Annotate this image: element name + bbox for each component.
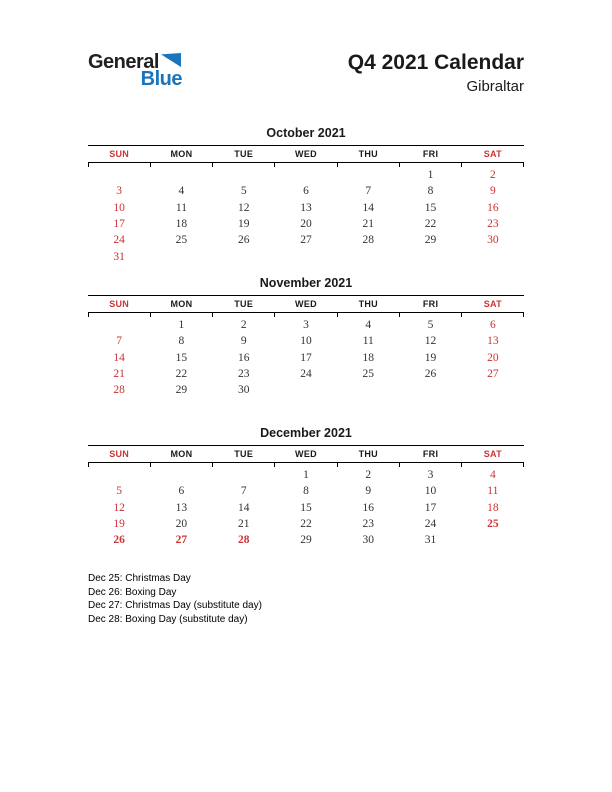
date-cell-6: 6: [303, 185, 309, 198]
date-cell-30: 30: [362, 534, 375, 547]
date-cell-19: 19: [113, 518, 125, 531]
date-cell-6: 6: [489, 319, 496, 332]
weekday-wed: WED: [295, 449, 317, 459]
month-title: November 2021: [259, 276, 353, 290]
column-tick: [88, 463, 150, 467]
date-cell-7: 7: [116, 335, 123, 348]
column-tick: [337, 463, 399, 467]
date-cell-11: 11: [487, 485, 499, 498]
date-cell-1: 1: [427, 169, 434, 182]
week-row: [88, 183, 524, 199]
date-cell-11: 11: [175, 201, 187, 214]
date-cell-25: 25: [175, 234, 188, 247]
month-title: October 2021: [266, 126, 346, 140]
week-row: [88, 467, 524, 483]
column-tick: [399, 313, 461, 317]
date-cell-17: 17: [424, 501, 437, 514]
page-subtitle: Gibraltar: [466, 78, 524, 96]
month-november-2021: [88, 276, 524, 426]
column-tick: [274, 163, 336, 167]
date-cell-2: 2: [365, 469, 372, 482]
week-row: [88, 382, 524, 398]
date-cell-16: 16: [487, 201, 499, 214]
weekday-header-row: [88, 445, 524, 463]
weekday-sat: SAT: [483, 149, 502, 159]
date-cell-23: 23: [237, 368, 250, 381]
date-cell-31: 31: [424, 534, 437, 547]
date-cell-10: 10: [300, 335, 312, 348]
date-cell-7: 7: [240, 485, 247, 498]
column-tick: [399, 163, 461, 167]
date-cell-9: 9: [365, 485, 372, 498]
date-cell-15: 15: [424, 201, 437, 214]
weekday-tue: TUE: [234, 449, 254, 459]
date-cell-21: 21: [237, 518, 250, 531]
date-cell-28: 28: [113, 384, 125, 397]
date-cell-7: 7: [365, 185, 372, 198]
date-cell-5: 5: [116, 485, 123, 498]
date-cell-20: 20: [300, 218, 312, 231]
column-tick: [150, 463, 212, 467]
weekday-thu: THU: [358, 149, 378, 159]
date-cell-17: 17: [113, 218, 125, 231]
date-cell-19: 19: [424, 351, 437, 364]
week-row: [88, 200, 524, 216]
date-cell-24: 24: [300, 368, 312, 381]
week-row: [88, 232, 524, 248]
date-cell-23: 23: [362, 518, 375, 531]
logo-text-general: General: [88, 51, 159, 73]
date-cell-12: 12: [237, 201, 250, 214]
column-tick: [337, 313, 399, 317]
date-cell-29: 29: [424, 234, 437, 247]
column-tick: [399, 463, 461, 467]
column-tick: [212, 163, 274, 167]
date-cell-26: 26: [113, 534, 125, 547]
holiday-note: Dec 28: Boxing Day (substitute day): [88, 613, 248, 625]
date-cell-28: 28: [362, 234, 375, 247]
weekday-mon: MON: [170, 149, 193, 159]
page-header: [88, 52, 524, 100]
date-cell-25: 25: [362, 368, 375, 381]
week-row: [88, 483, 524, 499]
logo-triangle-icon: [161, 53, 181, 67]
date-cell-15: 15: [300, 501, 312, 514]
column-ticks: [88, 463, 524, 467]
date-cell-6: 6: [178, 485, 185, 498]
date-cell-23: 23: [487, 218, 499, 231]
weekday-thu: THU: [358, 449, 378, 459]
date-cell-5: 5: [240, 185, 247, 198]
date-cell-18: 18: [487, 501, 499, 514]
weekday-tue: TUE: [234, 149, 254, 159]
date-cell-31: 31: [113, 250, 125, 263]
calendar-months: [88, 126, 524, 548]
weekday-header-row: [88, 145, 524, 163]
date-cell-18: 18: [175, 218, 188, 231]
month-title: December 2021: [260, 426, 352, 440]
week-row: [88, 167, 524, 183]
date-cell-29: 29: [175, 384, 188, 397]
column-ticks: [88, 163, 524, 167]
week-row: [88, 516, 524, 532]
weekday-tue: TUE: [234, 299, 254, 309]
column-tick: [150, 313, 212, 317]
weekday-mon: MON: [170, 449, 193, 459]
holiday-note: Dec 25: Christmas Day: [88, 573, 191, 585]
column-tick: [461, 163, 524, 167]
date-cell-30: 30: [487, 234, 499, 247]
date-cell-10: 10: [113, 201, 125, 214]
weekday-fri: FRI: [422, 299, 439, 309]
date-cell-14: 14: [113, 351, 125, 364]
week-row: [88, 248, 524, 264]
column-tick: [150, 163, 212, 167]
date-cell-4: 4: [365, 319, 372, 332]
date-cell-8: 8: [427, 185, 434, 198]
date-cell-4: 4: [178, 185, 185, 198]
weekday-sun: SUN: [109, 299, 130, 309]
date-cell-28: 28: [237, 534, 250, 547]
date-cell-16: 16: [237, 351, 250, 364]
date-cell-12: 12: [424, 335, 437, 348]
column-tick: [88, 163, 150, 167]
page-title: Q4 2021 Calendar: [347, 51, 524, 74]
date-cell-15: 15: [175, 351, 188, 364]
date-cell-1: 1: [303, 469, 309, 482]
date-cell-21: 21: [113, 368, 125, 381]
date-cell-2: 2: [489, 169, 496, 182]
date-cell-24: 24: [424, 518, 437, 531]
date-cell-25: 25: [487, 518, 499, 531]
week-row: [88, 333, 524, 349]
logo-text-blue: Blue: [140, 68, 182, 90]
date-cell-9: 9: [240, 335, 247, 348]
date-cell-13: 13: [300, 201, 312, 214]
column-tick: [461, 313, 524, 317]
column-tick: [88, 313, 150, 317]
date-cell-12: 12: [113, 501, 125, 514]
date-cell-18: 18: [362, 351, 375, 364]
column-tick: [461, 463, 524, 467]
weekday-sun: SUN: [109, 149, 130, 159]
holiday-note: Dec 27: Christmas Day (substitute day): [88, 600, 262, 612]
date-cell-13: 13: [175, 501, 188, 514]
date-cell-2: 2: [240, 319, 247, 332]
date-cell-21: 21: [362, 218, 375, 231]
column-ticks: [88, 313, 524, 317]
date-cell-22: 22: [300, 518, 312, 531]
general-blue-logo: [88, 52, 182, 89]
date-cell-3: 3: [427, 469, 434, 482]
weekday-mon: MON: [170, 299, 193, 309]
date-cell-3: 3: [303, 319, 309, 332]
date-cell-30: 30: [237, 384, 250, 397]
weekday-fri: FRI: [422, 449, 439, 459]
month-december-2021: [88, 426, 524, 548]
date-cell-26: 26: [237, 234, 250, 247]
date-cell-5: 5: [427, 319, 434, 332]
column-tick: [274, 313, 336, 317]
week-row: [88, 366, 524, 382]
weekday-sun: SUN: [109, 449, 130, 459]
holiday-notes: [88, 572, 524, 626]
date-cell-26: 26: [424, 368, 437, 381]
week-row: [88, 350, 524, 366]
holiday-note: Dec 26: Boxing Day: [88, 586, 177, 598]
date-cell-22: 22: [175, 368, 188, 381]
weekday-sat: SAT: [483, 299, 502, 309]
date-cell-14: 14: [237, 501, 250, 514]
date-cell-27: 27: [175, 534, 188, 547]
weekday-sat: SAT: [483, 449, 502, 459]
date-cell-22: 22: [424, 218, 437, 231]
date-cell-27: 27: [300, 234, 312, 247]
date-cell-24: 24: [113, 234, 125, 247]
week-row: [88, 216, 524, 232]
column-tick: [274, 463, 336, 467]
title-block: [348, 52, 524, 95]
date-cell-19: 19: [237, 218, 250, 231]
date-cell-13: 13: [487, 335, 499, 348]
weekday-fri: FRI: [422, 149, 439, 159]
date-cell-10: 10: [424, 485, 437, 498]
date-cell-8: 8: [178, 335, 185, 348]
week-row: [88, 317, 524, 333]
date-cell-4: 4: [489, 469, 496, 482]
date-cell-20: 20: [487, 351, 499, 364]
date-cell-9: 9: [489, 185, 496, 198]
weekday-thu: THU: [358, 299, 378, 309]
weekday-header-row: [88, 295, 524, 313]
column-tick: [212, 313, 274, 317]
month-october-2021: [88, 126, 524, 276]
date-cell-1: 1: [178, 319, 185, 332]
week-row: [88, 500, 524, 516]
date-cell-3: 3: [116, 185, 123, 198]
weekday-wed: WED: [295, 149, 317, 159]
date-cell-27: 27: [487, 368, 499, 381]
column-tick: [212, 463, 274, 467]
date-cell-8: 8: [303, 485, 309, 498]
date-cell-17: 17: [300, 351, 312, 364]
week-row: [88, 532, 524, 548]
weekday-wed: WED: [295, 299, 317, 309]
date-cell-29: 29: [300, 534, 312, 547]
column-tick: [337, 163, 399, 167]
date-cell-16: 16: [362, 501, 375, 514]
date-cell-11: 11: [362, 335, 374, 348]
date-cell-20: 20: [175, 518, 188, 531]
date-cell-14: 14: [362, 201, 375, 214]
